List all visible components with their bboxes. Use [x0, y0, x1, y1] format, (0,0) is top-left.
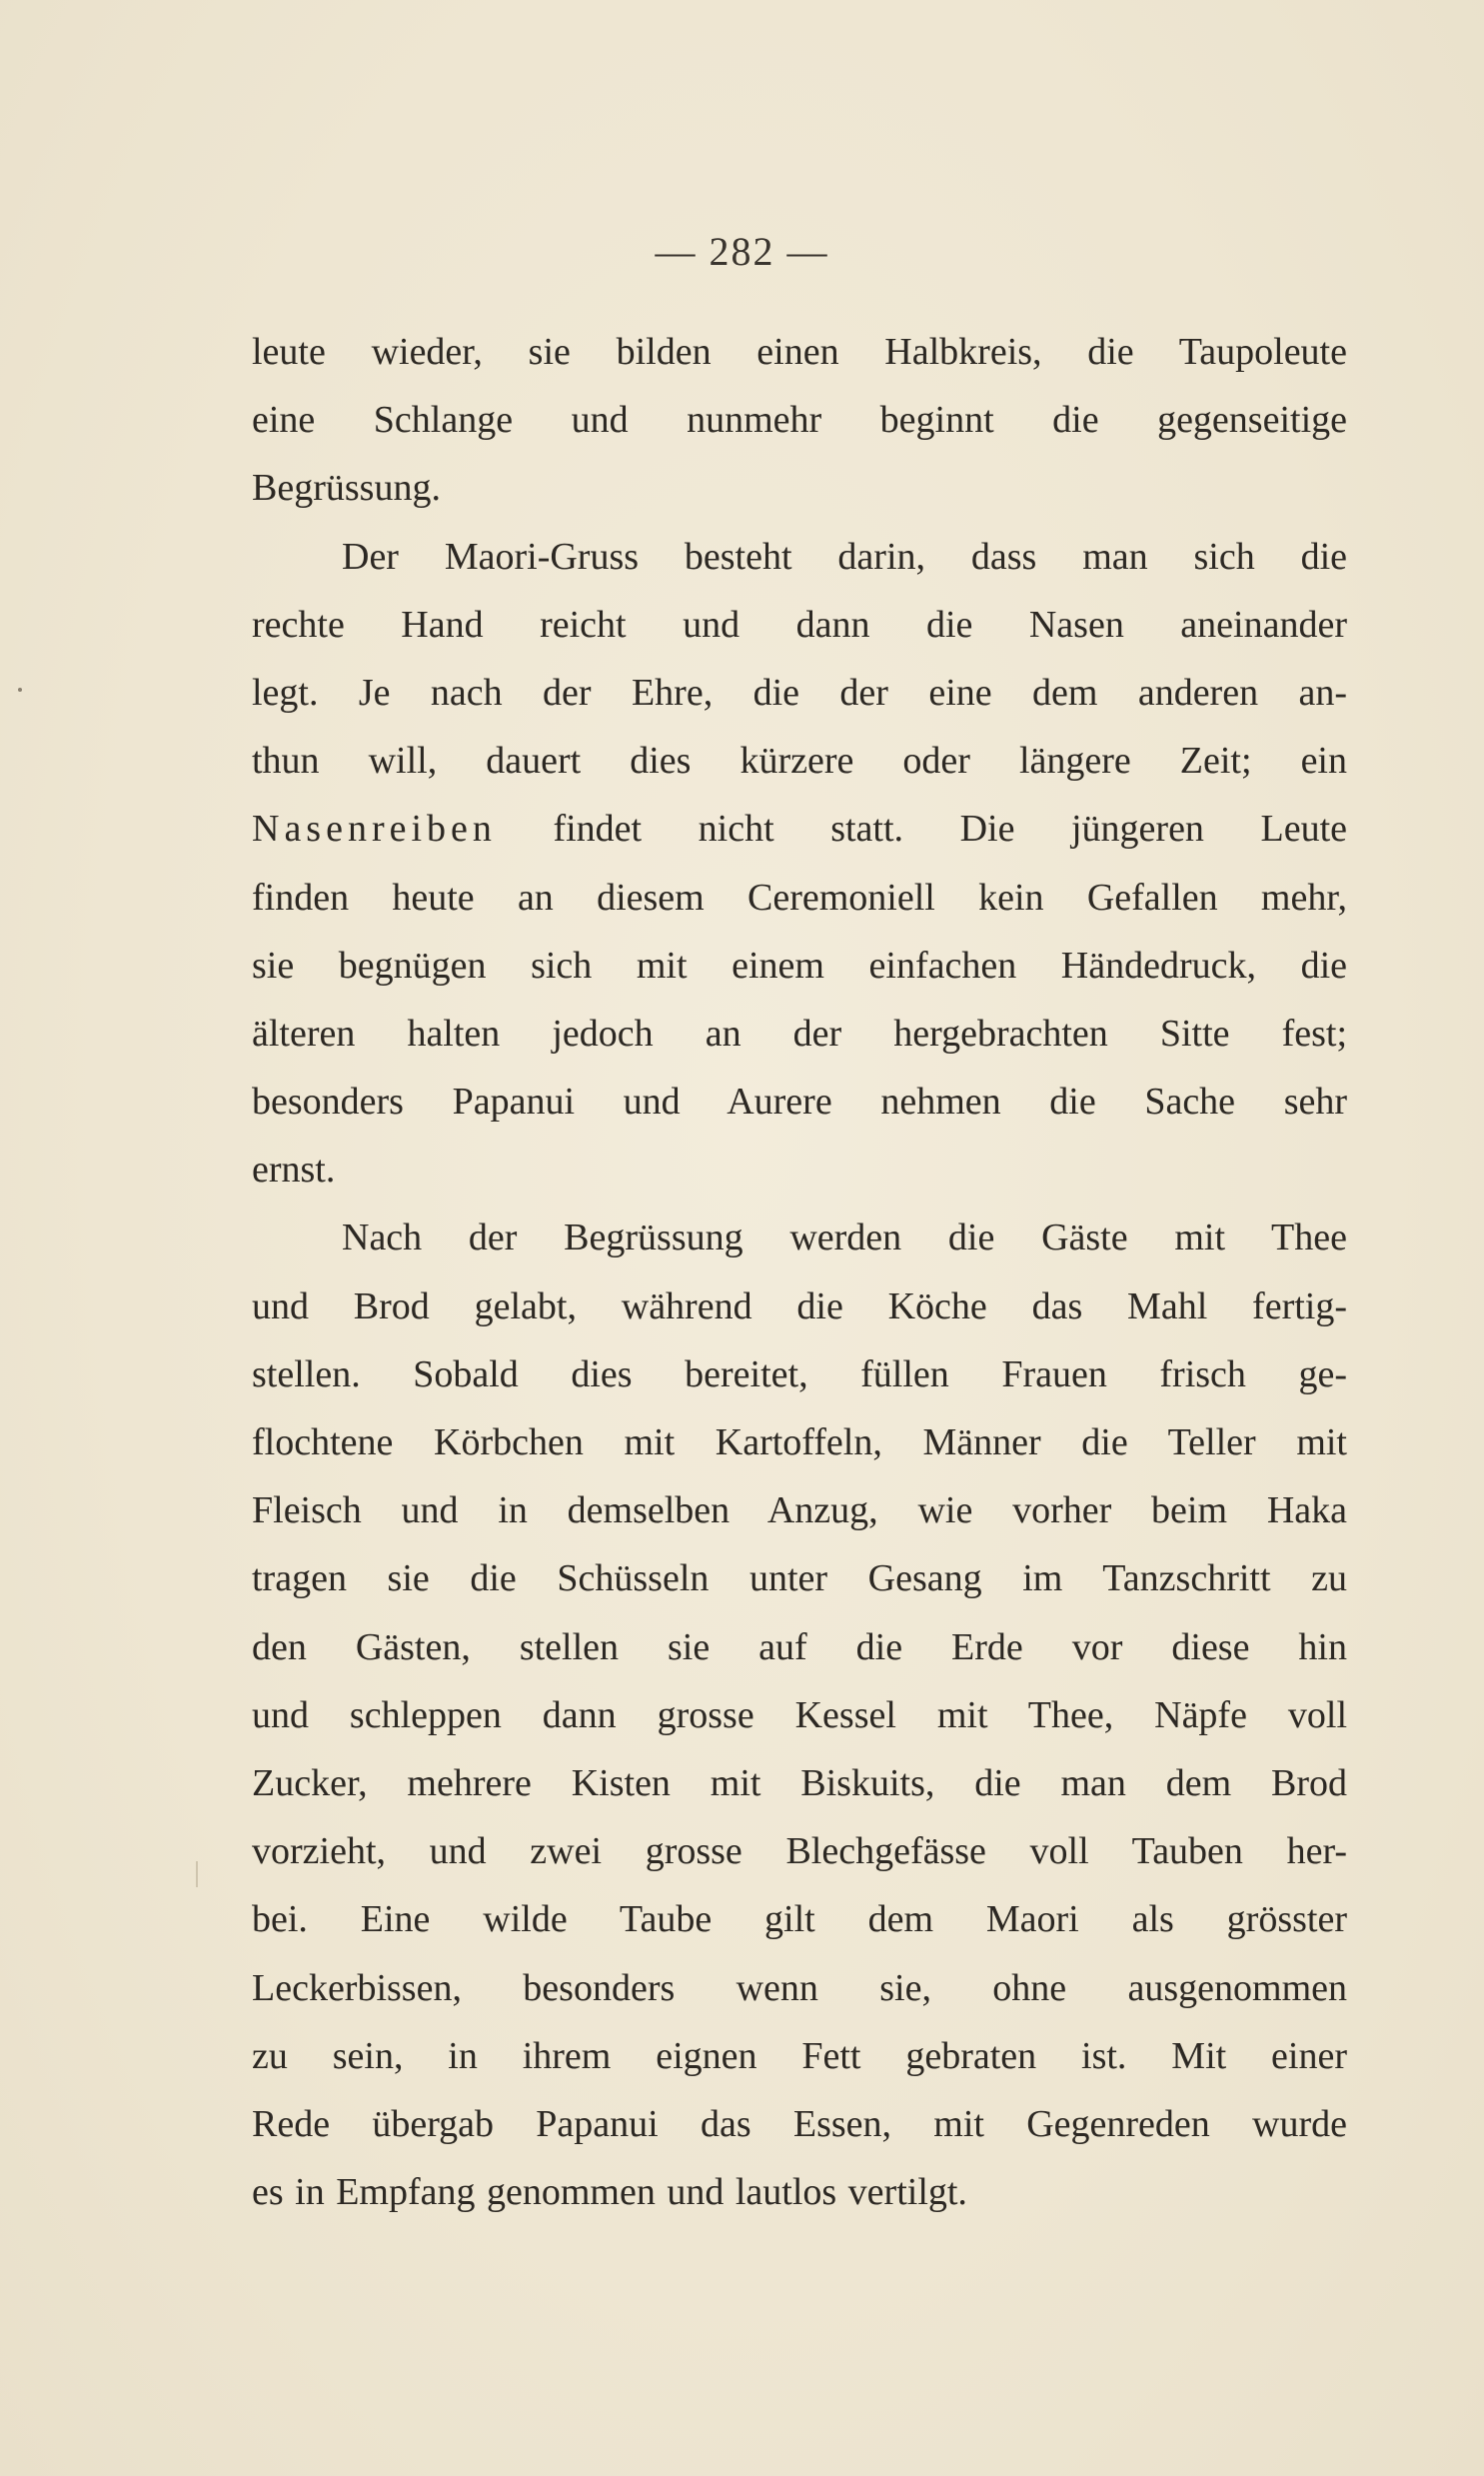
text-line: finden heute an diesem Ceremoniell kein Gefallen mehr, — [252, 876, 1347, 919]
text-line: und schleppen dann grosse Kessel mit Thee, Näpfe voll — [252, 1693, 1347, 1736]
text-line: es in Empfang genommen und lautlos vertilgt. — [252, 2171, 967, 2214]
body-text — [252, 318, 1347, 2226]
text-line: den Gästen, stellen sie auf die Erde vor diese hin — [252, 1625, 1347, 1668]
paper-speck — [18, 688, 22, 692]
text-line: tragen sie die Schüsseln unter Gesang im Tanzschritt zu — [252, 1557, 1347, 1600]
text-line: Fleisch und in demselben Anzug, wie vorher beim Haka — [252, 1489, 1347, 1532]
text-line: Rede übergab Papanui das Essen, mit Gegenreden wurde — [252, 2102, 1347, 2145]
text-line: leute wieder, sie bilden einen Halbkreis, die Taupoleute — [252, 331, 1347, 373]
text-line: eine Schlange und nunmehr beginnt die gegenseitige — [252, 399, 1347, 442]
text-line: besonders Papanui und Aurere nehmen die Sache sehr — [252, 1081, 1347, 1124]
spaced-emphasis-word: Nasenreiben — [252, 808, 497, 851]
page-number: — 282 — — [655, 229, 829, 274]
text-line: Nach der Begrüssung werden die Gäste mit Thee — [342, 1217, 1347, 1259]
text-line: stellen. Sobald dies bereitet, füllen Frauen frisch ge- — [252, 1352, 1347, 1395]
text-line: zu sein, in ihrem eignen Fett gebraten ist. Mit einer — [252, 2034, 1347, 2077]
text-line: bei. Eine wilde Taube gilt dem Maori als grösster — [252, 1898, 1347, 1941]
text-line: legt. Je nach der Ehre, die der eine dem anderen an- — [252, 671, 1347, 714]
text-line: Zucker, mehrere Kisten mit Biskuits, die man dem Brod — [252, 1761, 1347, 1804]
text-line: vorzieht, und zwei grosse Blechgefässe voll Tauben her- — [252, 1830, 1347, 1873]
text-line: flochtene Körbchen mit Kartoffeln, Männer die Teller mit — [252, 1421, 1347, 1463]
text-line — [252, 795, 1347, 863]
text-line: Begrüssung. — [252, 467, 441, 510]
text-line: und Brod gelabt, während die Köche das Mahl fertig- — [252, 1284, 1347, 1327]
text-line: thun will, dauert dies kürzere oder längere Zeit; ein — [252, 740, 1347, 783]
text-line: Leckerbissen, besonders wenn sie, ohne ausgenommen — [252, 1966, 1347, 2009]
text-line: ernst. — [252, 1149, 336, 1192]
paper-mark — [196, 1861, 198, 1887]
text-line: rechte Hand reicht und dann die Nasen aneinander — [252, 603, 1347, 646]
text-line: älteren halten jedoch an der hergebrachten Sitte fest; — [252, 1012, 1347, 1055]
text-line: Der Maori-Gruss besteht darin, dass man sich die — [342, 535, 1347, 578]
text-line-rest: findet nicht statt. Die jüngeren Leute — [496, 808, 1347, 851]
text-line: sie begnügen sich mit einem einfachen Händedruck, die — [252, 944, 1347, 987]
